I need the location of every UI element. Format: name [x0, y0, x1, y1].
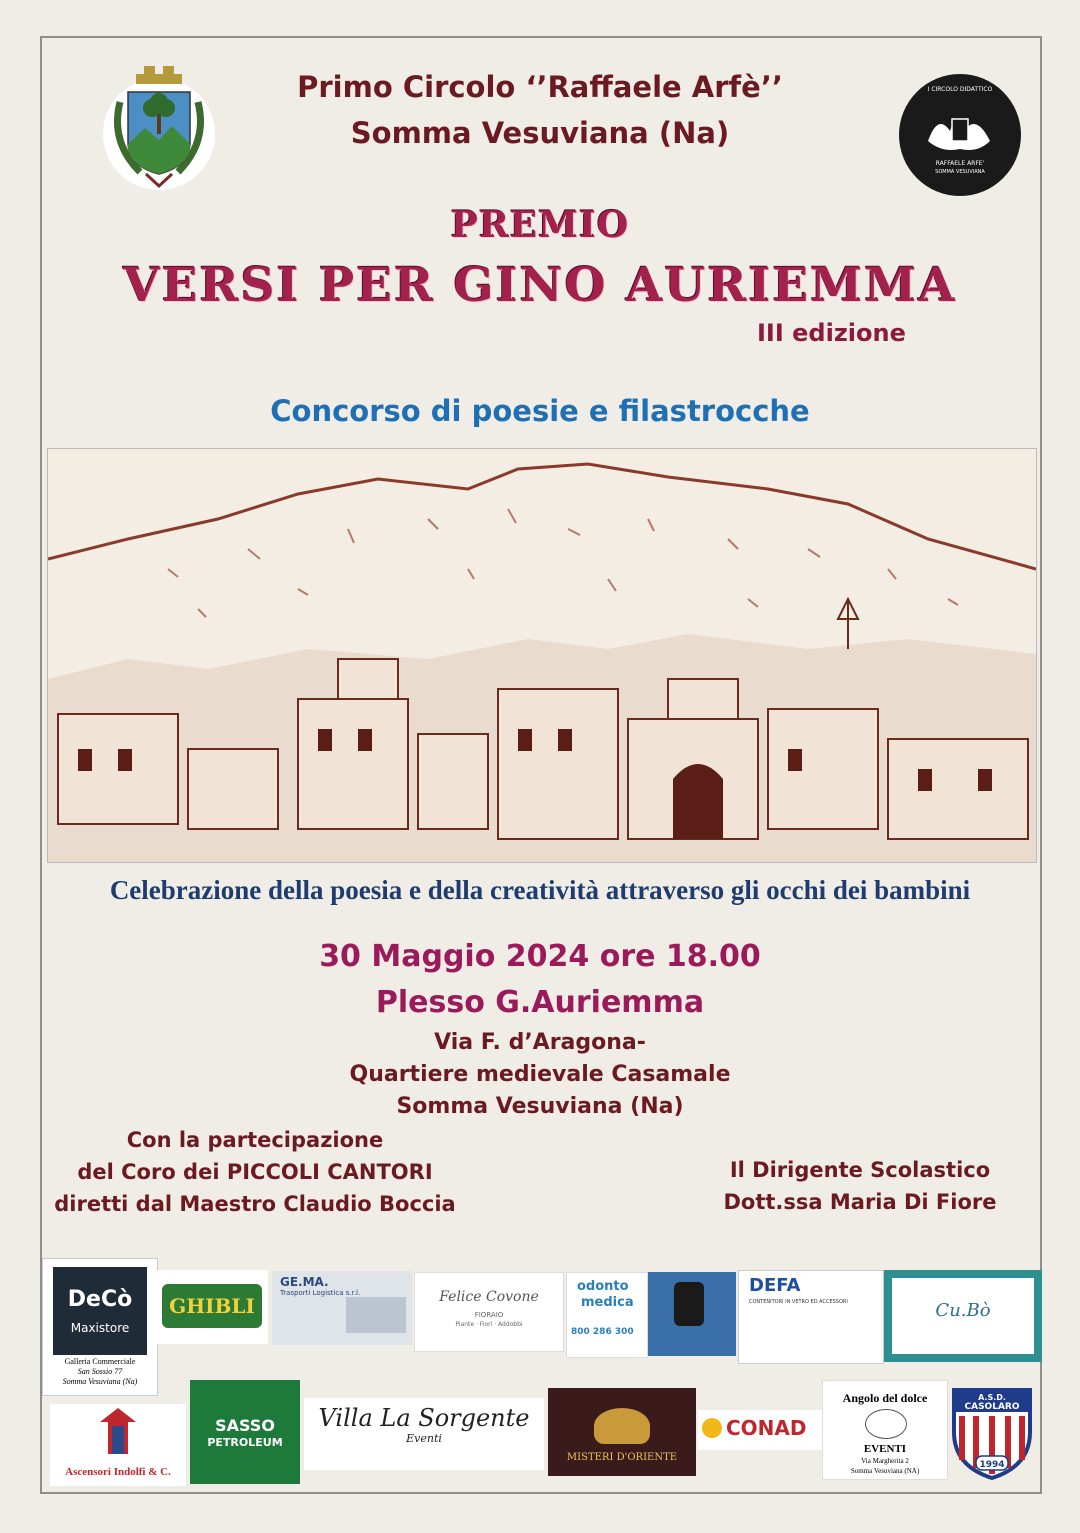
sponsor-deco-logo	[42, 1258, 158, 1396]
edition-label: III edizione	[757, 319, 906, 347]
ghibli-name: GHIBLI	[169, 1294, 255, 1318]
event-date: 30 Maggio 2024 ore 18.00	[319, 939, 761, 974]
contest-subtitle: Concorso di poesie e filastrocche	[270, 394, 810, 428]
misteri-name: MISTERI D'ORIENTE	[566, 1452, 678, 1463]
sponsor-misteri-doriente-logo	[548, 1388, 696, 1476]
deco-note-3: Somma Vesuviana (Na)	[62, 1377, 138, 1386]
event-venue: Plesso G.Auriemma	[375, 985, 705, 1020]
participation-line-3: diretti dal Maestro Claudio Boccia	[54, 1192, 456, 1216]
tagline: Celebrazione della poesia e della creatività attraverso gli occhi dei bambini	[109, 875, 971, 905]
participation-line-1: Con la partecipazione	[126, 1128, 384, 1152]
gema-name: GE.MA.	[280, 1275, 329, 1289]
sponsor-gema-logo	[272, 1271, 412, 1345]
school-name: Primo Circolo ‘’Raffaele Arfè’’	[297, 70, 783, 104]
principal-role: Il Dirigente Scolastico	[729, 1158, 991, 1182]
casolaro-name-1: A.S.D.	[978, 1393, 1006, 1402]
school-city: Somma Vesuviana (Na)	[350, 116, 730, 150]
award-title: VERSI PER GINO AURIEMMA	[123, 258, 957, 313]
sponsor-felice-covone-logo	[414, 1272, 564, 1352]
badge-top-text: I CIRCOLO DIDATTICO	[927, 86, 993, 93]
event-address-street: Via F. d’Aragona-	[434, 1030, 646, 1055]
defa-name: DEFA	[749, 1275, 801, 1296]
badge-bottom-text: RAFFAELE ARFE'	[935, 160, 985, 167]
angolo-addr-1: Via Margherita 2	[861, 1457, 909, 1465]
event-address-quarter: Quartiere medievale Casamale	[349, 1062, 731, 1087]
badge-bottom-text-2: SOMMA VESUVIANA	[935, 169, 985, 175]
town-sketch-illustration	[47, 448, 1037, 863]
deco-sub: Maxistore	[70, 1321, 130, 1335]
cubo-name: Cu.Bò	[935, 1300, 991, 1321]
casolaro-name-2: CASOLARO	[964, 1402, 1020, 1412]
sponsor-odonto-ad-image	[648, 1272, 736, 1356]
event-address-city: Somma Vesuviana (Na)	[396, 1094, 684, 1119]
deco-name: DeCò	[67, 1287, 133, 1312]
sponsor-villa-la-sorgente-logo	[304, 1398, 544, 1470]
felice-sub-2: Piante · Fiori · Addobbi	[455, 1321, 523, 1328]
sponsor-ghibli-logo	[156, 1270, 268, 1344]
sasso-name: SASSO	[215, 1416, 275, 1435]
indolfi-name: Ascensori Indolfi & C.	[65, 1466, 171, 1478]
choir-participation	[40, 1124, 470, 1220]
felice-sub: FIORAIO	[474, 1311, 504, 1319]
felice-name: Felice Covone	[439, 1289, 539, 1305]
sponsor-indolfi-logo	[50, 1404, 186, 1486]
odonto-phone: 800 286 300	[571, 1327, 634, 1337]
sponsor-conad-logo	[698, 1410, 822, 1450]
deco-note-1: Galleria Commerciale	[64, 1357, 136, 1366]
villa-name: Villa La Sorgente	[318, 1404, 530, 1432]
angolo-name: Angolo del dolce	[842, 1391, 928, 1405]
principal-name: Dott.ssa Maria Di Fiore	[723, 1190, 997, 1214]
conad-name: CONAD	[726, 1416, 807, 1440]
sponsor-sasso-logo	[190, 1380, 300, 1484]
award-label: PREMIO	[450, 204, 630, 246]
angolo-sub: EVENTI	[863, 1443, 907, 1455]
sponsor-cubo-logo	[884, 1270, 1042, 1362]
odonto-name: odonto	[577, 1279, 629, 1294]
sponsor-casolaro-logo	[948, 1376, 1036, 1480]
deco-note-2: San Sossio 77	[77, 1367, 123, 1376]
sponsor-defa-logo	[738, 1270, 884, 1364]
conad-flower-icon	[702, 1418, 722, 1438]
indolfi-arrow-icon	[50, 1404, 186, 1464]
gema-sub: Trasporti Logistica s.r.l.	[280, 1289, 361, 1297]
casolaro-year: 1994	[979, 1460, 1005, 1470]
principal-signature	[700, 1154, 1020, 1218]
angolo-monogram-icon	[865, 1409, 907, 1439]
villa-sub: Eventi	[406, 1432, 442, 1445]
odonto-name-2: medica	[581, 1295, 634, 1310]
sasso-sub: PETROLEUM	[207, 1436, 283, 1449]
participation-line-2: del Coro dei PICCOLI CANTORI	[77, 1160, 433, 1184]
defa-sub: CONTENITORI IN VETRO ED ACCESSORI	[749, 1299, 848, 1305]
sponsor-odonto-medica-logo	[566, 1272, 648, 1358]
sponsor-angolo-del-dolce-logo	[822, 1380, 948, 1480]
angolo-addr-2: Somma Vesuviana (NA)	[850, 1467, 920, 1475]
